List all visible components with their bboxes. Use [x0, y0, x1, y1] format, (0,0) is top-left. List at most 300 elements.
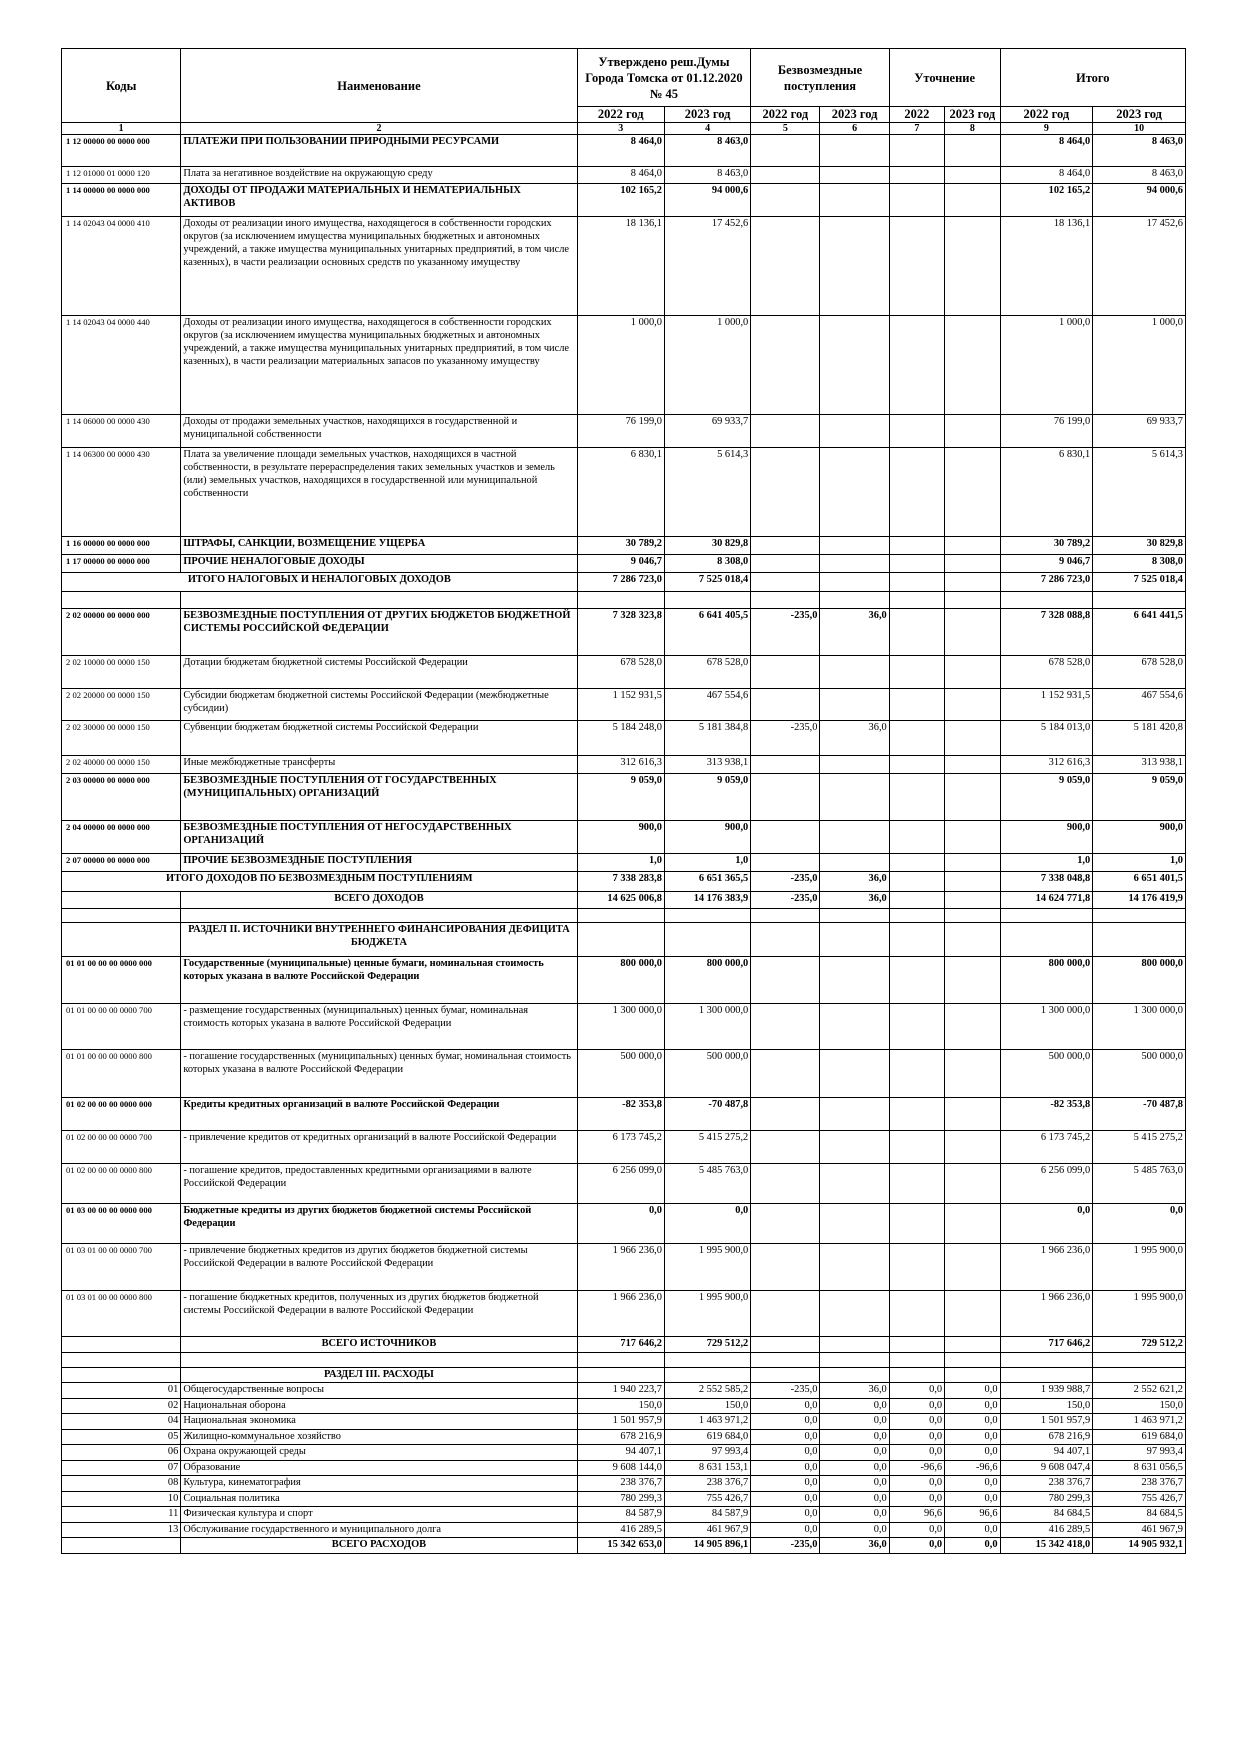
row-value — [751, 1368, 820, 1383]
empty-cell — [181, 592, 577, 609]
row-value: 76 199,0 — [577, 415, 664, 448]
row-value: 18 136,1 — [577, 217, 664, 316]
row-value: 17 452,6 — [1093, 217, 1186, 316]
table-row — [62, 316, 1186, 415]
empty-cell — [751, 592, 820, 609]
table-row — [62, 923, 1186, 957]
empty-cell — [62, 909, 181, 923]
row-value: 717 646,2 — [577, 1337, 664, 1353]
row-value: -235,0 — [751, 872, 820, 892]
row-value: -235,0 — [751, 892, 820, 909]
column-number: 4 — [664, 123, 750, 135]
row-value — [751, 1291, 820, 1337]
expense-code: 01 — [62, 1383, 181, 1399]
table-row — [62, 1164, 1186, 1204]
row-value: 36,0 — [820, 609, 889, 656]
row-value: 500 000,0 — [1000, 1050, 1093, 1098]
row-value: 1 966 236,0 — [577, 1291, 664, 1337]
row-value: 5 614,3 — [664, 448, 750, 537]
row-value — [751, 167, 820, 184]
row-value: 7 338 048,8 — [1000, 872, 1093, 892]
row-value: 1 300 000,0 — [664, 1004, 750, 1050]
expense-value: 8 631 153,1 — [664, 1460, 750, 1476]
row-value — [751, 135, 820, 167]
row-value — [889, 721, 944, 756]
row-value: 800 000,0 — [1093, 957, 1186, 1004]
row-value — [820, 957, 889, 1004]
header-year: 2023 год — [1093, 107, 1186, 123]
row-value: 8 464,0 — [577, 167, 664, 184]
row-value: 69 933,7 — [1093, 415, 1186, 448]
row-name: - привлечение бюджетных кредитов из других бюджетов бюджетной системы Российской Федерации в валюте Российской Федерации — [181, 1244, 577, 1291]
row-value — [820, 1204, 889, 1244]
expense-value: 96,6 — [889, 1507, 944, 1523]
row-value: 76 199,0 — [1000, 415, 1093, 448]
row-value: 5 485 763,0 — [664, 1164, 750, 1204]
expense-code: 05 — [62, 1429, 181, 1445]
row-name: ПЛАТЕЖИ ПРИ ПОЛЬЗОВАНИИ ПРИРОДНЫМИ РЕСУРСАМИ — [181, 135, 577, 167]
column-number: 8 — [945, 123, 1000, 135]
expense-value: 678 216,9 — [1000, 1429, 1093, 1445]
row-value: 17 452,6 — [664, 217, 750, 316]
row-value: 5 614,3 — [1093, 448, 1186, 537]
row-value: -70 487,8 — [664, 1098, 750, 1131]
row-value — [820, 1368, 889, 1383]
row-total-name: ИТОГО НАЛОГОВЫХ И НЕНАЛОГОВЫХ ДОХОДОВ — [62, 573, 578, 592]
column-number: 5 — [751, 123, 820, 135]
row-value — [1000, 923, 1093, 957]
row-value — [945, 774, 1000, 821]
row-name: РАЗДЕЛ III. РАСХОДЫ — [181, 1368, 577, 1383]
row-name: БЕЗВОЗМЕЗДНЫЕ ПОСТУПЛЕНИЯ ОТ НЕГОСУДАРСТВЕННЫХ ОРГАНИЗАЦИЙ — [181, 821, 577, 854]
expense-code: 06 — [62, 1445, 181, 1461]
row-value — [751, 448, 820, 537]
row-value — [751, 415, 820, 448]
row-value — [945, 821, 1000, 854]
expense-value: 0,0 — [945, 1522, 1000, 1538]
expenses-total-value: -235,0 — [751, 1538, 820, 1554]
expense-value: 84 587,9 — [664, 1507, 750, 1523]
empty-cell — [889, 909, 944, 923]
expense-value: 0,0 — [751, 1491, 820, 1507]
table-row — [62, 721, 1186, 756]
row-name: Субвенции бюджетам бюджетной системы Российской Федерации — [181, 721, 577, 756]
empty-cell — [945, 1353, 1000, 1368]
expense-value: 84 684,5 — [1093, 1507, 1186, 1523]
row-value: 1 152 931,5 — [1000, 689, 1093, 721]
table-row — [62, 1131, 1186, 1164]
row-value: 30 829,8 — [664, 537, 750, 555]
expense-value: 238 376,7 — [1000, 1476, 1093, 1492]
row-code: 01 01 00 00 00 0000 700 — [62, 1004, 181, 1050]
row-value: 7 328 088,8 — [1000, 609, 1093, 656]
row-value — [889, 316, 944, 415]
expense-value: 238 376,7 — [1093, 1476, 1186, 1492]
row-value: 6 256 099,0 — [1000, 1164, 1093, 1204]
row-value — [945, 1131, 1000, 1164]
table-row — [62, 167, 1186, 184]
expense-value: 0,0 — [945, 1476, 1000, 1492]
expenses-total-value: 14 905 932,1 — [1093, 1538, 1186, 1554]
row-code: 2 04 00000 00 0000 000 — [62, 821, 181, 854]
row-name: Доходы от реализации иного имущества, находящегося в собственности городских округов (за исключением имущества муниципальных бюджетных и автономных учреждений, а также имущества муниципальных унитарных предприятий, в том числе казенных), в части реализации основных средств по указанному имуществу — [181, 217, 577, 316]
row-value: -235,0 — [751, 609, 820, 656]
row-name: - привлечение кредитов от кредитных организаций в валюте Российской Федерации — [181, 1131, 577, 1164]
expense-value: 150,0 — [664, 1398, 750, 1414]
row-value: 1 966 236,0 — [1000, 1244, 1093, 1291]
empty-cell — [820, 592, 889, 609]
expense-value: 0,0 — [820, 1398, 889, 1414]
row-value — [751, 689, 820, 721]
row-value — [820, 1098, 889, 1131]
row-value: 1 966 236,0 — [577, 1244, 664, 1291]
row-code: 2 02 30000 00 0000 150 — [62, 721, 181, 756]
row-name: Кредиты кредитных организаций в валюте Российской Федерации — [181, 1098, 577, 1131]
row-value — [820, 756, 889, 774]
row-code: 2 03 00000 00 0000 000 — [62, 774, 181, 821]
row-value — [751, 854, 820, 872]
row-value: 5 184 013,0 — [1000, 721, 1093, 756]
expense-value: 416 289,5 — [577, 1522, 664, 1538]
row-value: 6 651 365,5 — [664, 872, 750, 892]
expense-code: 07 — [62, 1460, 181, 1476]
row-value — [889, 135, 944, 167]
expense-value: 97 993,4 — [664, 1445, 750, 1461]
empty-cell — [664, 592, 750, 609]
row-value: 717 646,2 — [1000, 1337, 1093, 1353]
row-value — [820, 1337, 889, 1353]
row-value — [751, 774, 820, 821]
row-value — [945, 167, 1000, 184]
row-value — [577, 923, 664, 957]
row-value — [820, 573, 889, 592]
expense-value: 1 463 971,2 — [664, 1414, 750, 1430]
row-value — [889, 1164, 944, 1204]
row-value — [945, 957, 1000, 1004]
expense-value: 0,0 — [751, 1460, 820, 1476]
row-code — [62, 1337, 181, 1353]
row-value: 678 528,0 — [664, 656, 750, 689]
expenses-total-name: ВСЕГО РАСХОДОВ — [181, 1538, 577, 1554]
row-value: 5 181 420,8 — [1093, 721, 1186, 756]
row-value — [820, 537, 889, 555]
row-value: 14 176 419,9 — [1093, 892, 1186, 909]
row-name: ШТРАФЫ, САНКЦИИ, ВОЗМЕЩЕНИЕ УЩЕРБА — [181, 537, 577, 555]
expenses-total-value: 0,0 — [945, 1538, 1000, 1554]
expense-code: 11 — [62, 1507, 181, 1523]
row-value: 18 136,1 — [1000, 217, 1093, 316]
expense-value: 84 684,5 — [1000, 1507, 1093, 1523]
row-value — [751, 957, 820, 1004]
expense-value: 1 501 957,9 — [1000, 1414, 1093, 1430]
row-value: 8 463,0 — [664, 167, 750, 184]
empty-cell — [664, 909, 750, 923]
row-code — [62, 923, 181, 957]
expense-value: 94 407,1 — [1000, 1445, 1093, 1461]
row-value: -70 487,8 — [1093, 1098, 1186, 1131]
expense-value: 0,0 — [889, 1445, 944, 1461]
row-value — [751, 184, 820, 217]
row-value — [820, 184, 889, 217]
row-value — [889, 573, 944, 592]
row-code: 1 17 00000 00 0000 000 — [62, 555, 181, 573]
row-value: 1 152 931,5 — [577, 689, 664, 721]
row-value — [945, 316, 1000, 415]
expense-value: 678 216,9 — [577, 1429, 664, 1445]
header-year: 2022 год — [577, 107, 664, 123]
empty-cell — [62, 1353, 181, 1368]
expenses-total-row — [62, 1538, 1186, 1554]
row-value: -82 353,8 — [1000, 1098, 1093, 1131]
row-value: 312 616,3 — [577, 756, 664, 774]
row-name: - размещение государственных (муниципальных) ценных бумаг, номинальная стоимость которых указана в валюте Российской Федерации — [181, 1004, 577, 1050]
row-value — [820, 448, 889, 537]
row-value: 6 830,1 — [1000, 448, 1093, 537]
row-value: -82 353,8 — [577, 1098, 664, 1131]
row-value — [889, 656, 944, 689]
row-value — [889, 923, 944, 957]
row-value — [889, 1337, 944, 1353]
row-value — [945, 892, 1000, 909]
row-value — [1000, 1368, 1093, 1383]
row-value: 800 000,0 — [1000, 957, 1093, 1004]
expense-value: 84 587,9 — [577, 1507, 664, 1523]
row-value — [945, 854, 1000, 872]
row-value — [945, 135, 1000, 167]
expense-value: 461 967,9 — [1093, 1522, 1186, 1538]
row-value: 8 463,0 — [1093, 135, 1186, 167]
table-row — [62, 555, 1186, 573]
row-code: 1 12 00000 00 0000 000 — [62, 135, 181, 167]
expense-value: 0,0 — [751, 1414, 820, 1430]
row-value: 7 286 723,0 — [577, 573, 664, 592]
expense-row — [62, 1460, 1186, 1476]
row-name: Субсидии бюджетам бюджетной системы Российской Федерации (межбюджетные субсидии) — [181, 689, 577, 721]
expense-value: 0,0 — [889, 1476, 944, 1492]
row-name: Государственные (муниципальные) ценные бумаги, номинальная стоимость которых указана в валюте Российской Федерации — [181, 957, 577, 1004]
row-value — [751, 1164, 820, 1204]
column-number: 6 — [820, 123, 889, 135]
row-value: 30 789,2 — [1000, 537, 1093, 555]
row-value: 8 464,0 — [577, 135, 664, 167]
row-value — [751, 555, 820, 573]
row-value — [889, 609, 944, 656]
expense-value: 1 463 971,2 — [1093, 1414, 1186, 1430]
row-value: 467 554,6 — [664, 689, 750, 721]
table-row — [62, 1337, 1186, 1353]
row-value: 1 000,0 — [664, 316, 750, 415]
empty-cell — [751, 1353, 820, 1368]
expense-name: Общегосударственные вопросы — [181, 1383, 577, 1399]
column-number: 9 — [1000, 123, 1093, 135]
row-value — [889, 756, 944, 774]
row-value: 800 000,0 — [577, 957, 664, 1004]
row-value — [751, 1050, 820, 1098]
empty-cell — [751, 909, 820, 923]
expense-value: 9 608 047,4 — [1000, 1460, 1093, 1476]
expense-value: 2 552 585,2 — [664, 1383, 750, 1399]
row-value: 9 059,0 — [1000, 774, 1093, 821]
row-value — [1093, 1368, 1186, 1383]
row-value: 9 059,0 — [664, 774, 750, 821]
row-value — [945, 184, 1000, 217]
row-name: Иные межбюджетные трансферты — [181, 756, 577, 774]
expense-code: 04 — [62, 1414, 181, 1430]
row-value — [889, 1050, 944, 1098]
expense-value: -235,0 — [751, 1383, 820, 1399]
row-value: 8 464,0 — [1000, 135, 1093, 167]
row-value: 1 000,0 — [1000, 316, 1093, 415]
row-value — [577, 1368, 664, 1383]
row-code: 1 14 06300 00 0000 430 — [62, 448, 181, 537]
row-value — [751, 1131, 820, 1164]
empty-cell — [945, 592, 1000, 609]
row-value: 729 512,2 — [1093, 1337, 1186, 1353]
row-value — [751, 537, 820, 555]
expense-row — [62, 1491, 1186, 1507]
row-value: 8 464,0 — [1000, 167, 1093, 184]
expense-value: 0,0 — [751, 1507, 820, 1523]
row-value — [889, 448, 944, 537]
table-row — [62, 1368, 1186, 1383]
row-value — [889, 1368, 944, 1383]
row-value — [945, 1164, 1000, 1204]
header-codes: Коды — [62, 49, 181, 123]
row-value: 5 415 275,2 — [1093, 1131, 1186, 1164]
row-name: Плата за негативное воздействие на окружающую среду — [181, 167, 577, 184]
row-value — [889, 537, 944, 555]
expense-name: Образование — [181, 1460, 577, 1476]
expense-value: 416 289,5 — [1000, 1522, 1093, 1538]
column-number: 1 — [62, 123, 181, 135]
expense-value: 0,0 — [820, 1476, 889, 1492]
row-value: 9 059,0 — [1093, 774, 1186, 821]
expense-value: 755 426,7 — [1093, 1491, 1186, 1507]
row-value: 5 181 384,8 — [664, 721, 750, 756]
empty-cell — [1093, 592, 1186, 609]
row-value — [751, 821, 820, 854]
empty-cell — [181, 1353, 577, 1368]
row-value — [820, 1131, 889, 1164]
empty-cell — [664, 1353, 750, 1368]
empty-cell — [820, 909, 889, 923]
row-value — [945, 1204, 1000, 1244]
row-value: 5 485 763,0 — [1093, 1164, 1186, 1204]
expense-value: 0,0 — [889, 1383, 944, 1399]
row-value — [889, 1004, 944, 1050]
expense-value: 0,0 — [945, 1429, 1000, 1445]
spacer-row — [62, 592, 1186, 609]
expense-value: 0,0 — [820, 1507, 889, 1523]
table-row — [62, 774, 1186, 821]
row-value: 102 165,2 — [577, 184, 664, 217]
row-value — [945, 555, 1000, 573]
row-code — [62, 1368, 181, 1383]
row-value — [945, 872, 1000, 892]
expense-name: Культура, кинематография — [181, 1476, 577, 1492]
budget-table — [61, 48, 1186, 1554]
row-value — [820, 217, 889, 316]
row-value: 9 059,0 — [577, 774, 664, 821]
header-year: 2022 год — [1000, 107, 1093, 123]
row-value: 9 046,7 — [577, 555, 664, 573]
row-value — [889, 1291, 944, 1337]
expense-value: 0,0 — [751, 1429, 820, 1445]
row-value: 467 554,6 — [1093, 689, 1186, 721]
row-value — [889, 957, 944, 1004]
row-value: 6 256 099,0 — [577, 1164, 664, 1204]
empty-cell — [577, 909, 664, 923]
row-value — [820, 923, 889, 957]
expense-value: 0,0 — [751, 1522, 820, 1538]
row-code: 1 14 00000 00 0000 000 — [62, 184, 181, 217]
row-value: 36,0 — [820, 892, 889, 909]
expense-value: 1 940 223,7 — [577, 1383, 664, 1399]
table-row — [62, 448, 1186, 537]
row-value — [820, 1050, 889, 1098]
row-value: 6 651 401,5 — [1093, 872, 1186, 892]
row-value — [820, 316, 889, 415]
row-value: 1 300 000,0 — [577, 1004, 664, 1050]
row-value — [820, 1244, 889, 1291]
row-value — [820, 1004, 889, 1050]
row-value — [945, 609, 1000, 656]
row-value — [751, 1204, 820, 1244]
row-value: 1,0 — [1093, 854, 1186, 872]
row-value: 6 173 745,2 — [577, 1131, 664, 1164]
expense-name: Национальная экономика — [181, 1414, 577, 1430]
expense-name: Охрана окружающей среды — [181, 1445, 577, 1461]
table-header — [62, 49, 1186, 135]
empty-cell — [181, 909, 577, 923]
header-year: 2023 год — [820, 107, 889, 123]
expense-name: Обслуживание государственного и муниципального долга — [181, 1522, 577, 1538]
row-value — [820, 854, 889, 872]
row-value: 0,0 — [1093, 1204, 1186, 1244]
row-total-name: ИТОГО ДОХОДОВ ПО БЕЗВОЗМЕЗДНЫМ ПОСТУПЛЕНИЯМ — [62, 872, 578, 892]
row-value — [889, 1204, 944, 1244]
table-row — [62, 1004, 1186, 1050]
empty-cell — [945, 909, 1000, 923]
row-value: 1 995 900,0 — [1093, 1291, 1186, 1337]
row-value: 1 300 000,0 — [1093, 1004, 1186, 1050]
expense-value: 150,0 — [577, 1398, 664, 1414]
row-code: 2 02 10000 00 0000 150 — [62, 656, 181, 689]
row-name: - погашение государственных (муниципальных) ценных бумаг, номинальная стоимость которых указана в валюте Российской Федерации — [181, 1050, 577, 1098]
expense-name: Национальная оборона — [181, 1398, 577, 1414]
row-value: -235,0 — [751, 721, 820, 756]
row-value — [820, 656, 889, 689]
row-code: 2 02 00000 00 0000 000 — [62, 609, 181, 656]
expense-value: 0,0 — [889, 1522, 944, 1538]
row-name: БЕЗВОЗМЕЗДНЫЕ ПОСТУПЛЕНИЯ ОТ ДРУГИХ БЮДЖЕТОВ БЮДЖЕТНОЙ СИСТЕМЫ РОССИЙСКОЙ ФЕДЕРАЦИИ — [181, 609, 577, 656]
expenses-total-value: 0,0 — [889, 1538, 944, 1554]
row-value: 1 995 900,0 — [664, 1291, 750, 1337]
row-value: 500 000,0 — [664, 1050, 750, 1098]
row-value: 94 000,6 — [664, 184, 750, 217]
header-year: 2022 — [889, 107, 944, 123]
expense-value: 780 299,3 — [577, 1491, 664, 1507]
empty-cell — [1000, 1353, 1093, 1368]
column-number: 7 — [889, 123, 944, 135]
row-value — [664, 1368, 750, 1383]
empty-cell — [889, 592, 944, 609]
expense-value: 0,0 — [945, 1491, 1000, 1507]
row-name: Бюджетные кредиты из других бюджетов бюджетной системы Российской Федерации — [181, 1204, 577, 1244]
row-value: 7 525 018,4 — [1093, 573, 1186, 592]
table-row — [62, 1244, 1186, 1291]
table-row — [62, 609, 1186, 656]
